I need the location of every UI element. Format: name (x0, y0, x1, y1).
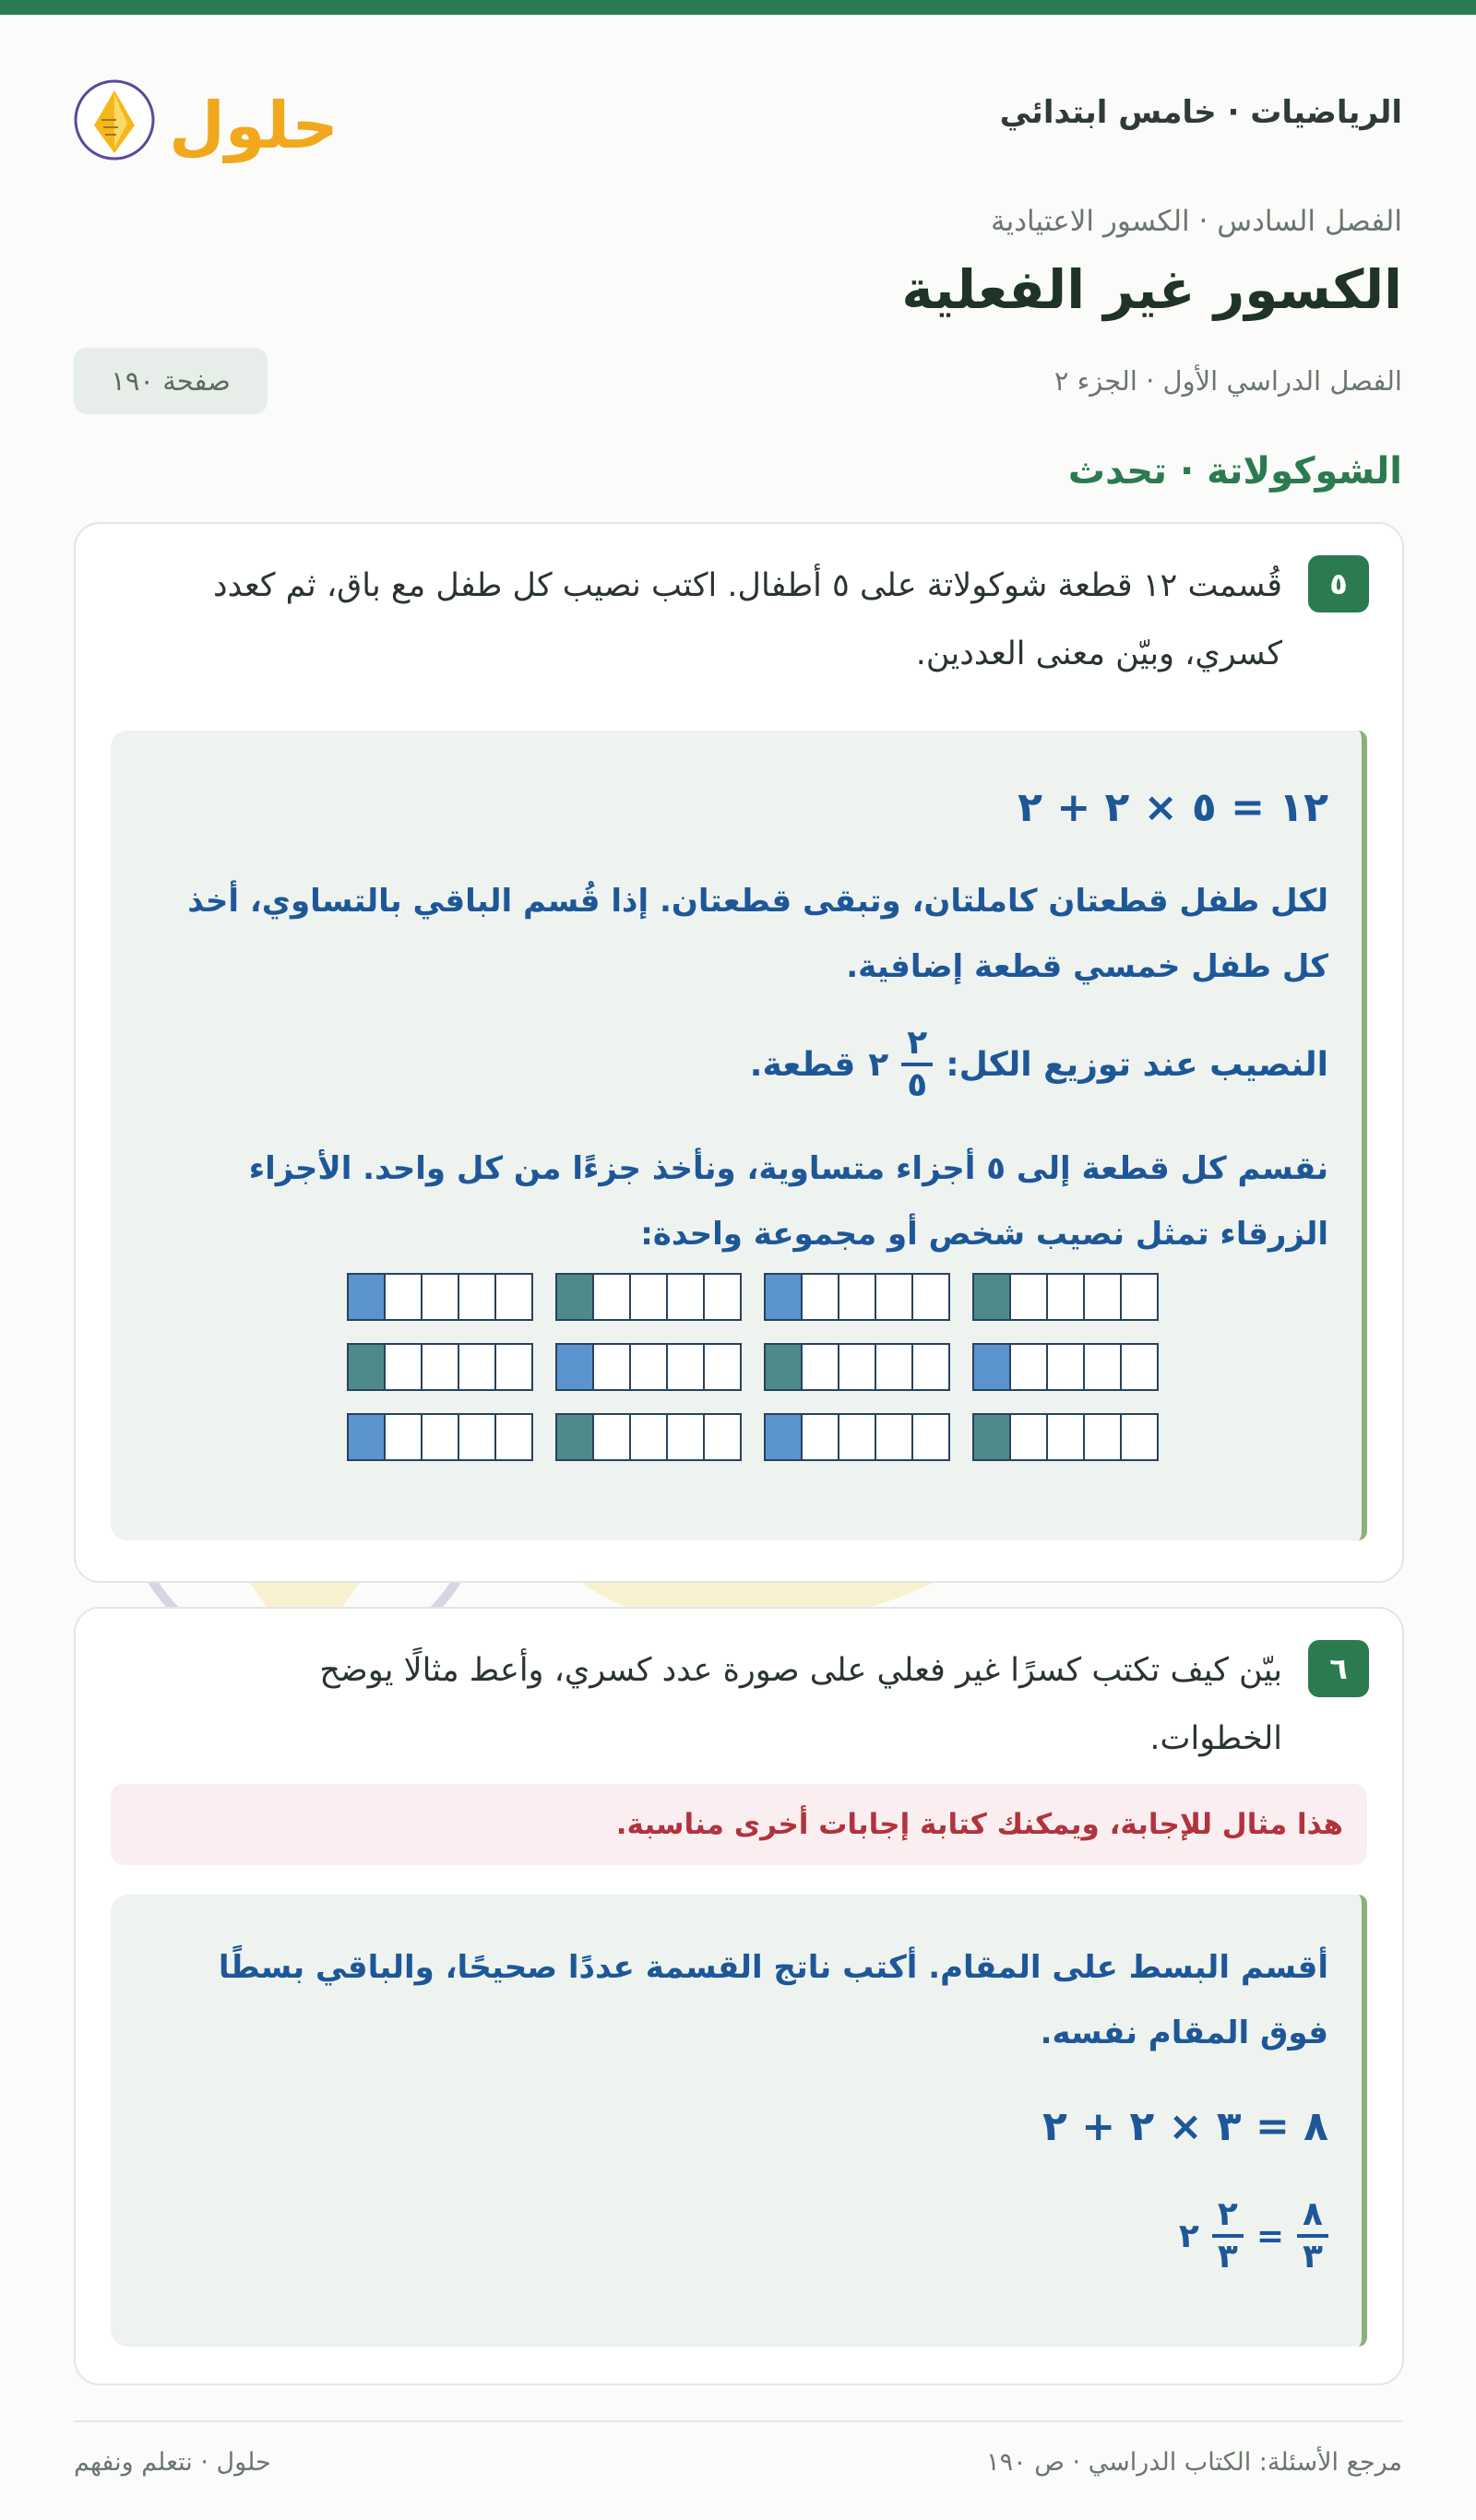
fraction-bar (972, 1343, 1159, 1391)
grid-caption: نقسم كل قطعة إلى ٥ أجزاء متساوية، ونأخذ جزءًا من كل واحد. الأجزاء الزرقاء تمثل نصيب شخص أو مجموعة واحدة: (248, 1150, 1328, 1253)
conversion-explanation: أقسم البسط على المقام. أكتب ناتج القسمة عددًا صحيحًا، والباقي بسطًا فوق المقام نفسه. (218, 1949, 1328, 2051)
question-card-6 (74, 1607, 1404, 2385)
unshaded-part (458, 1413, 496, 1461)
conversion-equation: ٨ = ٣ × ٢ + ٢ (1042, 2103, 1328, 2150)
unshaded-part (384, 1273, 423, 1321)
unshaded-part (494, 1273, 533, 1321)
unshaded-part (911, 1413, 950, 1461)
unshaded-part (1083, 1273, 1122, 1321)
unshaded-part (458, 1273, 496, 1321)
unshaded-part (801, 1273, 839, 1321)
shaded-part (347, 1273, 386, 1321)
mixed-whole: ٢ (1178, 2217, 1199, 2255)
unshaded-part (494, 1413, 533, 1461)
question-number-6: ٦ (1308, 1640, 1369, 1697)
unshaded-part (1120, 1273, 1159, 1321)
unshaded-part (875, 1343, 913, 1391)
shaded-part (764, 1343, 803, 1391)
unshaded-part (703, 1413, 742, 1461)
unshaded-part (838, 1273, 876, 1321)
term-line: الفصل الدراسي الأول · الجزء ٢ (1053, 365, 1402, 397)
fraction-bar (972, 1413, 1159, 1461)
fraction-bar (347, 1413, 533, 1461)
subject-grade: الرياضيات · خامس ابتدائي (999, 94, 1402, 131)
improper-numerator: ٨ (1297, 2195, 1328, 2238)
shaded-part (972, 1343, 1011, 1391)
unshaded-part (801, 1343, 839, 1391)
fraction-bar (347, 1273, 533, 1321)
top-accent-bar (0, 0, 1476, 15)
footer-reference: مرجع الأسئلة: الكتاب الدراسي · ص ١٩٠ (986, 2448, 1402, 2477)
share-fraction (901, 1024, 933, 1105)
solution-box-5 (111, 731, 1367, 1540)
logo-text: حلول (169, 88, 339, 163)
unshaded-part (801, 1413, 839, 1461)
improper-fraction (1297, 2195, 1328, 2276)
unshaded-part (629, 1343, 668, 1391)
unit-line: الفصل السادس · الكسور الاعتيادية (991, 205, 1402, 238)
unshaded-part (911, 1343, 950, 1391)
fraction-bar (555, 1413, 742, 1461)
unshaded-part (629, 1413, 668, 1461)
unshaded-part (592, 1343, 631, 1391)
shaded-part (972, 1413, 1011, 1461)
share-label: النصيب عند توزيع الكل: (946, 1045, 1328, 1084)
unshaded-part (494, 1343, 533, 1391)
unshaded-part (666, 1343, 705, 1391)
unshaded-part (1120, 1343, 1159, 1391)
unshaded-part (384, 1343, 423, 1391)
unshaded-part (458, 1343, 496, 1391)
unshaded-part (1009, 1413, 1048, 1461)
unshaded-part (421, 1413, 459, 1461)
unshaded-part (875, 1273, 913, 1321)
unshaded-part (1120, 1413, 1159, 1461)
unshaded-part (703, 1343, 742, 1391)
unshaded-part (666, 1273, 705, 1321)
lesson-title: الكسور غير الفعلية (901, 258, 1402, 321)
question-5-text: قُسمت ١٢ قطعة شوكولاتة على ٥ أطفال. اكتب نصيب كل طفل مع باق، ثم كعدد كسري، وبيّن معنى العددين. (213, 567, 1282, 672)
unshaded-part (1009, 1343, 1048, 1391)
mixed-denominator: ٣ (1217, 2238, 1238, 2276)
unshaded-part (1083, 1343, 1122, 1391)
unshaded-part (1046, 1413, 1085, 1461)
shaded-part (555, 1273, 594, 1321)
shaded-part (764, 1273, 803, 1321)
share-whole: ٢ (868, 1045, 889, 1084)
conversion-result (148, 2195, 1328, 2276)
question-5-header (186, 552, 1369, 688)
unshaded-part (384, 1413, 423, 1461)
division-equation: ١٢ = ٥ × ٢ + ٢ (1018, 784, 1328, 831)
shaded-part (972, 1273, 1011, 1321)
fraction-bar (555, 1273, 742, 1321)
fraction-bar (555, 1343, 742, 1391)
page-badge: صفحة ١٩٠ (74, 348, 268, 414)
question-6-header (186, 1636, 1369, 1773)
unshaded-part (911, 1273, 950, 1321)
share-explanation: لكل طفل قطعتان كاملتان، وتبقى قطعتان. إذا قُسم الباقي بالتساوي، أخذ كل طفل خمسي قطعة إضافية. (187, 883, 1328, 985)
shaded-part (555, 1413, 594, 1461)
unshaded-part (1083, 1413, 1122, 1461)
share-mixed-number (148, 1024, 1328, 1105)
share-unit: قطعة. (749, 1045, 856, 1084)
question-6-text: بيّن كيف تكتب كسرًا غير فعلي على صورة عدد كسري، وأعط مثالًا يوضح الخطوات. (319, 1652, 1282, 1757)
shaded-part (347, 1343, 386, 1391)
unshaded-part (1046, 1343, 1085, 1391)
fraction-bar-row (347, 1273, 1122, 1321)
share-fraction-numerator: ٢ (901, 1024, 933, 1066)
unshaded-part (629, 1273, 668, 1321)
fraction-bar (764, 1413, 950, 1461)
solution-box-6 (111, 1895, 1367, 2347)
unshaded-part (592, 1413, 631, 1461)
shaded-part (764, 1413, 803, 1461)
unshaded-part (1009, 1273, 1048, 1321)
share-fraction-denominator: ٥ (907, 1066, 928, 1104)
unshaded-part (421, 1273, 459, 1321)
hulul-logo (74, 66, 351, 177)
shaded-part (347, 1413, 386, 1461)
fraction-bar (972, 1273, 1159, 1321)
question-card-5 (74, 522, 1404, 1583)
fraction-bar (764, 1343, 950, 1391)
footer-brand: حلول · نتعلم ونفهم (74, 2448, 271, 2477)
unshaded-part (421, 1343, 459, 1391)
unshaded-part (666, 1413, 705, 1461)
unshaded-part (592, 1273, 631, 1321)
unshaded-part (1046, 1273, 1085, 1321)
equals-sign: = (1256, 2217, 1285, 2255)
unshaded-part (838, 1413, 876, 1461)
improper-denominator: ٣ (1303, 2238, 1323, 2276)
fraction-bar-row (347, 1413, 1122, 1461)
fraction-bar (347, 1343, 533, 1391)
fraction-bar-row (347, 1343, 1122, 1391)
fraction-bar (764, 1273, 950, 1321)
mixed-fraction-part (1212, 2195, 1244, 2276)
question-number-5: ٥ (1308, 555, 1369, 612)
unshaded-part (703, 1273, 742, 1321)
section-title: الشوكولاتة · تحدث (1067, 450, 1402, 493)
fraction-bars-grid (347, 1273, 1122, 1483)
unshaded-part (875, 1413, 913, 1461)
page-header (74, 66, 1402, 177)
mixed-numerator: ٢ (1212, 2195, 1244, 2238)
shaded-part (555, 1343, 594, 1391)
unshaded-part (838, 1343, 876, 1391)
answer-note: هذا مثال للإجابة، ويمكنك كتابة إجابات أخرى مناسبة. (111, 1784, 1367, 1865)
footer-divider (74, 2420, 1402, 2422)
